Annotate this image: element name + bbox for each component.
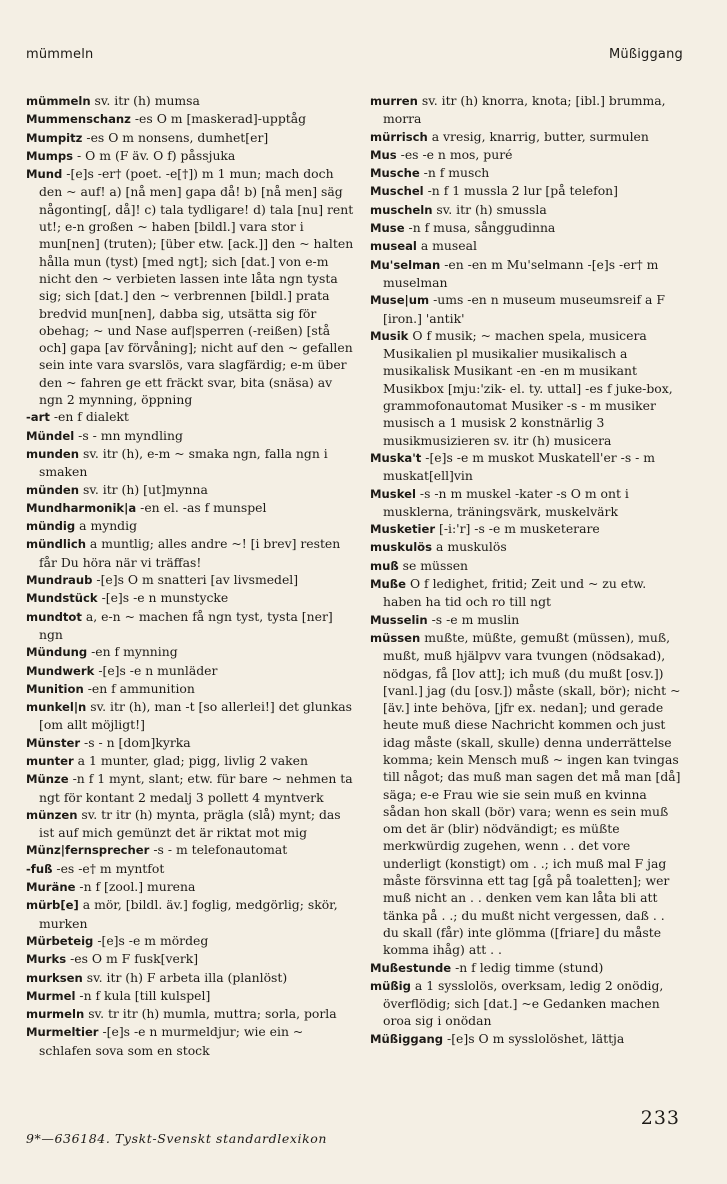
entry-definition: -s -e m muslin (431, 611, 520, 627)
entry-headword: Mündel (26, 428, 75, 443)
dictionary-entry (370, 557, 684, 575)
dictionary-entry (370, 291, 684, 327)
entry-definition: a mör, [bildl. äv.] foglig, medgörlig; skör, murken (39, 897, 338, 931)
entry-definition: a museal (420, 238, 477, 254)
entry-headword: museal (370, 239, 417, 254)
entry-headword: Muräne (26, 880, 76, 895)
entry-definition: - O m (F äv. O f) påssjuka (77, 147, 236, 163)
entry-definition: -[e]s O m sysslolöshet, lättja (447, 1030, 625, 1046)
entry-definition: -es O m F fusk[verk] (70, 951, 199, 967)
entry-headword: mümmeln (26, 94, 91, 108)
entry-definition: -en f mynning (91, 644, 178, 660)
dictionary-entry (26, 517, 356, 535)
dictionary-entry (26, 589, 356, 607)
entry-definition: -es O m [maskerad]-upptåg (134, 111, 307, 127)
dictionary-entry (26, 680, 356, 698)
entry-headword: Mumpitz (26, 130, 83, 145)
entry-headword: Müßiggang (370, 1031, 444, 1046)
dictionary-entry (26, 408, 356, 426)
entry-definition: -[e]s O m snatteri [av livsmedel] (96, 572, 299, 588)
entry-definition: -[e]s -e m mördeg (97, 932, 209, 948)
entry-headword: murksen (26, 970, 83, 985)
entry-headword: Musche (370, 166, 420, 181)
entry-headword: munden (26, 446, 80, 461)
entry-headword: murren (370, 94, 418, 108)
entry-definition: a 1 munter, glad; pigg, livlig 2 vaken (77, 752, 308, 768)
dictionary-entry (370, 219, 684, 237)
entry-definition: -[e]s -er† (poet. -e[†]) m 1 mun; mach doch den ~ auf! a) [nå men] gapa då! b) [nå men] säg någonting[, då]! c) tala tydligare! d) tala [nu] rent ut!; e-n großen ~ haben [bildl.] vara stor i mun[nen] (truten); [über etw. [ack.]] den ~ halten hålla mun (tyst) [med ngt]; sich [dat.] von e-m nicht den ~ verbieten lassen inte låta ngn tysta sig; sich [dat.] den ~ verbrennen [bildl.] prata bredvid mun[nen], dabba sig, utsätta sig för obehag; ~ und Nase auf|sperren (-reißen) [stå och] gapa [av förvåning]; nicht auf den ~ gefallen sein inte vara svarslös, vara slagfärdig; e-m über den ~ fahren ge ett fräckt svar, bita (snäsa) av ngn 2 mynning, öppning (39, 166, 354, 408)
entry-definition: a, e-n ~ machen få ngn tyst, tysta [ner] ngn (39, 608, 333, 642)
entry-headword: Münster (26, 735, 81, 750)
entry-definition: -s - mn myndling (78, 427, 183, 443)
dictionary-entry (26, 481, 356, 499)
entry-definition: -[e]s -e n munstycke (101, 590, 229, 606)
entry-headword: münzen (26, 807, 78, 822)
dictionary-entry (370, 449, 684, 485)
entry-headword: munter (26, 753, 74, 768)
entry-headword: murmeln (26, 1007, 85, 1022)
dictionary-entry (26, 1005, 356, 1023)
entry-headword: Mu'selman (370, 257, 441, 272)
entry-headword: Mürbeteig (26, 933, 94, 948)
entry-definition: a myndig (79, 518, 138, 534)
entry-headword: Münze (26, 772, 69, 787)
dictionary-entry (370, 256, 684, 292)
dictionary-entry (26, 129, 356, 147)
dictionary-entry (370, 575, 684, 611)
entry-definition: -ums -en n museum museumsreif a F [iron.] 'antik' (383, 292, 665, 326)
entry-definition: sv. itr (h), man -t [so allerlei!] det glunkas [om allt möjligt!] (39, 699, 352, 733)
entry-headword: mündlich (26, 537, 86, 552)
dictionary-entry (370, 520, 684, 538)
entry-headword: -art (26, 410, 50, 425)
entry-definition: -en f dialekt (53, 409, 129, 425)
entry-headword: Muße (370, 577, 406, 592)
entry-headword: -fuß (26, 861, 53, 876)
entry-definition: O f ledighet, fritid; Zeit und ~ zu etw. haben ha tid och ro till ngt (383, 576, 647, 610)
entry-headword: Musselin (370, 612, 428, 627)
entry-headword: munkel|n (26, 700, 87, 715)
dictionary-entry (26, 806, 356, 842)
entry-definition: -es -e† m myntfot (56, 860, 165, 876)
entry-headword: mündig (26, 519, 76, 534)
entry-definition: [-i:'r] -s -e m musketerare (439, 521, 600, 537)
entry-definition: mußte, müßte, gemußt (müssen), muß, mußt, muß hjälpvv vara tvungen (nödsakad), nödgas, få [lov att]; ich muß (du mußt [osv.]) [vanl.] jag (du [osv.]) måste (skall, bör); nicht ~ [äv.] inte behöva, [jfr ex. nedan]; und gerade heute muß diese Nachricht kommen och just idag måste (skall, skulle) denna underrättelse komma; kein Mensch muß ~ ingen kan tvingas till något; das muß man sagen det må man [då] säga; e-e Frau wie sie sein muß en kvinna sådan hon skall (bör) vara; wenn es sein muß om det är (blir) nödvändigt; es müßte merkwürdig zugehen, wenn . . det vore underligt (konstigt) om . .; ich muß mal F jag måste försvinna ett tag [gå på toaletten]; wer muß nicht an . . denken vem kan låta bli att tänka på . .; du mußt nicht vergessen, daß . . du skall (får) inte glömma ([friare] du måste komma ihåg) att . . (383, 629, 681, 958)
entry-definition: sv. itr (h) smussla (436, 201, 547, 217)
entry-headword: Muschel (370, 184, 424, 199)
entry-definition: a vresig, knarrig, butter, surmulen (431, 128, 649, 144)
dictionary-entry (370, 1030, 684, 1048)
entry-definition: -en el. -as f munspel (140, 499, 267, 515)
dictionary-entry (370, 959, 684, 977)
entry-headword: Murks (26, 952, 67, 967)
entry-definition: -n f musa, sånggudinna (408, 220, 556, 236)
entry-definition: sv. itr (h) knorra, knota; [ibl.] brumma, morra (383, 93, 666, 127)
dictionary-entry (26, 969, 356, 987)
entry-definition: a muskulös (436, 539, 507, 555)
entry-definition: a muntlig; alles andre ~! [i brev] resten får Du höra när vi träffas! (39, 536, 341, 570)
entry-definition: -es -e n mos, puré (400, 146, 513, 162)
dictionary-entry (26, 165, 356, 408)
entry-headword: Mundstück (26, 591, 98, 606)
dictionary-entry (26, 643, 356, 661)
dictionary-entry (370, 146, 684, 164)
entry-definition: O f musik; ~ machen spela, musicera Musikalien pl musikalier musikalisch a musikalisk Musikant -en -en m musikant Musikbox [mju:'zik- el. ty. uttal] -es f juke-box, grammofonautomat Musiker -s - m musiker musisch a 1 musisk 2 konstnärlig 3 musikmusizieren sv. itr (h) musicera (383, 327, 673, 448)
entry-definition: -n f kula [till kulspel] (79, 987, 211, 1003)
dictionary-entry (370, 182, 684, 200)
entry-definition: a 1 sysslolös, overksam, ledig 2 onödig, överflödig; sich [dat.] ~e Gedanken machen oroa sig i onödan (383, 977, 664, 1029)
dictionary-entry (26, 571, 356, 589)
entry-headword: Mußestunde (370, 960, 452, 975)
entry-headword: Musketier (370, 522, 436, 537)
entry-definition: sv. tr itr (h) mumla, muttra; sorla, porla (88, 1006, 337, 1022)
entry-headword: mürrisch (370, 129, 428, 144)
entry-headword: müßig (370, 978, 411, 993)
dictionary-entry (26, 734, 356, 752)
entry-headword: Mundharmonik|a (26, 500, 137, 515)
entry-definition: -s - m telefonautomat (153, 842, 288, 858)
entry-headword: Mummenschanz (26, 112, 131, 127)
dictionary-entry (370, 201, 684, 219)
dictionary-entry (370, 237, 684, 255)
dictionary-entry (370, 128, 684, 146)
entry-definition: -[e]s -e m muskot Muskatell'er -s - m muskat[ell]vin (383, 449, 656, 484)
entry-headword: Musik (370, 328, 409, 343)
dictionary-entry (370, 327, 684, 449)
dictionary-entry (26, 535, 356, 571)
dictionary-entry (370, 485, 684, 521)
entry-definition: -es O m nonsens, dumhet[er] (86, 129, 269, 145)
dictionary-entry (26, 987, 356, 1005)
dictionary-entry (26, 499, 356, 517)
entry-definition: sv. itr (h), e-m ~ smaka ngn, falla ngn i smaken (39, 445, 328, 480)
entry-definition: sv. itr (h) mumsa (94, 93, 200, 108)
entry-headword: Mumps (26, 148, 74, 163)
entry-headword: Muskel (370, 486, 416, 501)
entry-headword: Mündung (26, 645, 88, 660)
entry-headword: Mundraub (26, 573, 93, 588)
dictionary-entry (26, 608, 356, 644)
entry-definition: -s - n [dom]kyrka (84, 734, 191, 750)
entry-headword: Muse (370, 221, 405, 236)
entry-headword: Münz|fernsprecher (26, 843, 150, 858)
entry-definition: -[e]s -e n munläder (98, 662, 218, 678)
dictionary-entry (26, 698, 356, 734)
entry-headword: müssen (370, 630, 421, 645)
dictionary-entry (26, 445, 356, 481)
entry-headword: mürb[e] (26, 898, 79, 913)
entry-definition: -s -n m muskel -kater -s O m ont i musklerna, träningsvärk, muskelvärk (383, 485, 629, 519)
entry-definition: -n f 1 mussla 2 lur [på telefon] (427, 183, 618, 199)
dictionary-entry (26, 841, 356, 859)
entry-headword: Munition (26, 681, 84, 696)
entry-headword: münden (26, 482, 80, 497)
dictionary-entry (370, 977, 684, 1030)
page-number: 233 (640, 1107, 680, 1129)
entry-definition: -n f ledig timme (stund) (455, 959, 604, 975)
dictionary-entry (26, 950, 356, 968)
entry-definition: sv. itr (h) [ut]mynna (82, 481, 208, 497)
footer-signature: 9*—636184. Tyskt-Svenskt standardlexikon (26, 1131, 328, 1146)
dictionary-entry (370, 92, 684, 128)
entry-definition: -en -en m Mu'selmann -[e]s -er† m muselman (383, 256, 659, 290)
entry-headword: muskulös (370, 540, 433, 555)
entry-headword: mundtot (26, 609, 82, 624)
dictionary-entry (370, 629, 684, 959)
dictionary-entry (26, 896, 356, 932)
entry-headword: muß (370, 558, 399, 573)
entry-headword: Murmel (26, 988, 76, 1003)
dictionary-entry (26, 860, 356, 878)
entry-headword: Mund (26, 167, 63, 182)
right-column (370, 92, 684, 1112)
entry-headword: Muska't (370, 450, 422, 465)
entry-definition: -n f [zool.] murena (79, 879, 196, 895)
dictionary-entry (26, 878, 356, 896)
entry-definition: -n f 1 mynt, slant; etw. für bare ~ nehmen ta ngt för kontant 2 medalj 3 pollett 4 myntverk (39, 771, 353, 805)
dictionary-entry (26, 932, 356, 950)
entry-headword: muscheln (370, 202, 433, 217)
entry-definition: -en f ammunition (87, 680, 195, 696)
dictionary-entry (370, 611, 684, 629)
entry-definition: se müssen (402, 557, 469, 573)
entry-definition: sv. itr (h) F arbeta illa (planlöst) (86, 969, 288, 985)
dictionary-entry (26, 662, 356, 680)
dictionary-entry (26, 110, 356, 128)
entry-headword: Murmeltier (26, 1025, 99, 1040)
entry-definition: sv. tr itr (h) mynta, prägla (slå) mynt; das ist auf mich gemünzt det är riktat mot mig (39, 806, 341, 841)
dictionary-entry (370, 538, 684, 556)
dictionary-entry (26, 752, 356, 770)
entry-definition: -[e]s -e n murmeldjur; wie ein ~ schlafen sova som en stock (39, 1024, 304, 1058)
dictionary-entry (26, 147, 356, 165)
entry-headword: Muse|um (370, 293, 430, 308)
running-head-left: mümmeln (26, 47, 94, 62)
entry-headword: Mus (370, 147, 397, 162)
entry-definition: -n f musch (423, 165, 490, 181)
dictionary-entry (26, 1023, 356, 1059)
dictionary-entry (26, 92, 356, 110)
entry-headword: Mundwerk (26, 663, 95, 678)
dictionary-entry (370, 164, 684, 182)
dictionary-entry (26, 427, 356, 445)
dictionary-entry (26, 770, 356, 806)
running-head-right: Müßiggang (608, 47, 683, 62)
left-column (26, 92, 356, 1112)
